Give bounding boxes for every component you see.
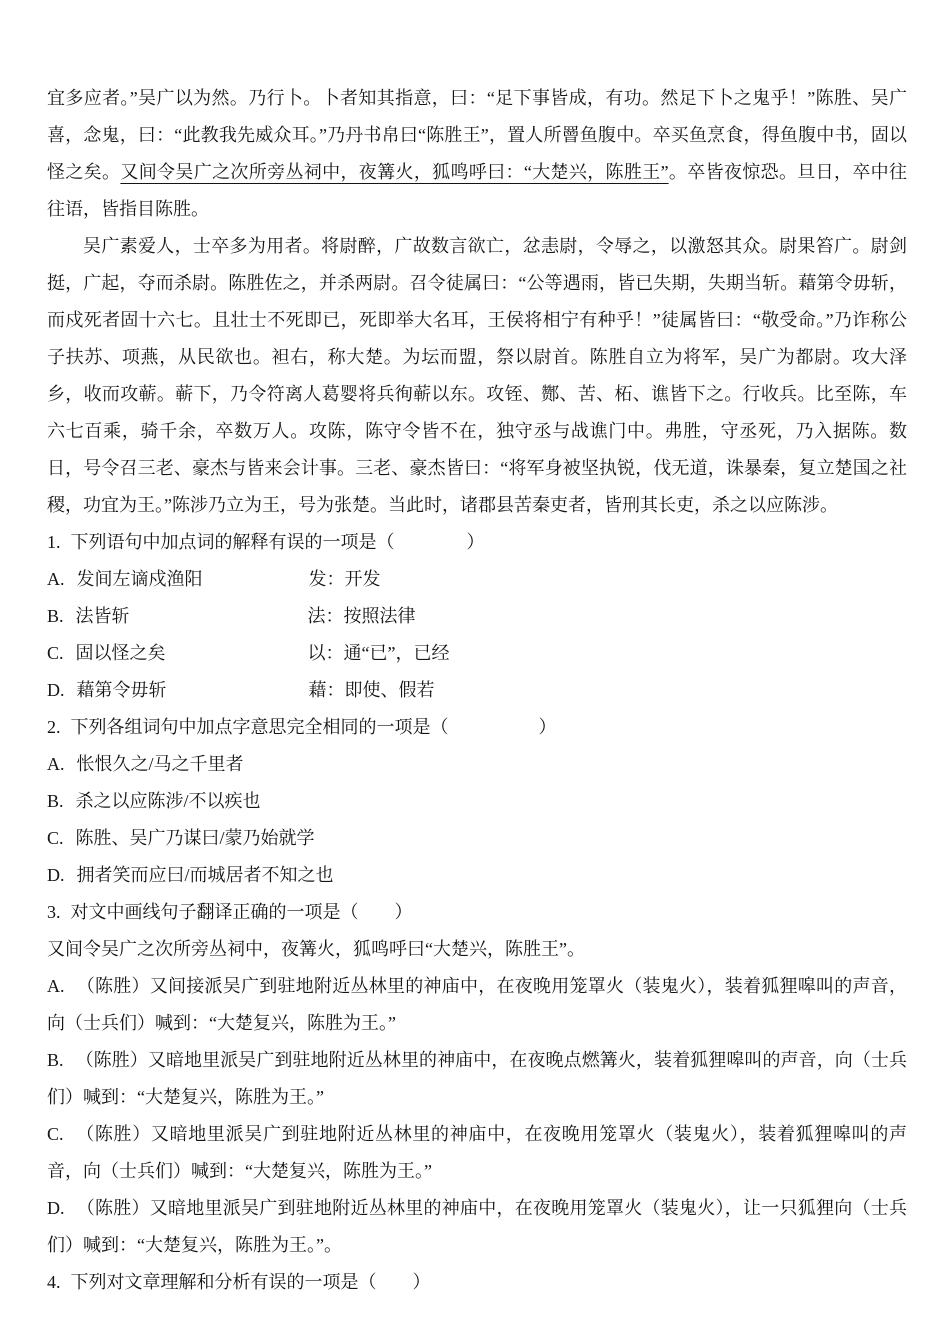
q2-option-a-emph1: 之 (130, 754, 149, 774)
q2-option-a-mid: /马 (148, 754, 172, 774)
q2-option-b (47, 783, 907, 820)
q3-option-d-label: D. (47, 1198, 65, 1218)
q2-option-a-pre: 怅恨久 (76, 754, 131, 774)
q2-option-b-emph1: 以 (111, 791, 130, 811)
q3-option-a-label: A. (47, 976, 65, 996)
q2-option-d-emph2: 而 (189, 865, 208, 885)
q2-option-d-emph1: 而 (130, 865, 149, 885)
q1-stem-text-end: 的一项是（ ） (304, 532, 485, 552)
q2-option-c-pre: 陈胜、吴广 (75, 828, 166, 848)
q1-option-b-gloss: 法：按照法律 (307, 606, 416, 626)
q3-option-c-text: （陈胜）又暗地里派吴广到驻地附近丛林里的神庙中，在夜晚用笼罩火（装鬼火），装着狐狸嗥叫的声音，向（士兵们）喊到：“大楚复兴，陈胜为王。” (47, 1124, 907, 1181)
q3-number: 3. (47, 902, 61, 922)
q1-option-d-gloss: 藉：即使、假若 (308, 680, 435, 700)
q1-option-c-phrase-pre: 固 (75, 643, 94, 663)
q1-option-d (47, 672, 907, 709)
q2-option-d (47, 857, 907, 894)
q2-option-d-post: 城居者不知之也 (207, 865, 334, 885)
q1-option-c-phrase-post: 怪之矣 (111, 643, 166, 663)
passage-text-after-underline: 。卒皆夜惊恐。旦日，卒中往往语，皆指目陈胜。 (47, 162, 908, 219)
q2-option-c-label: C. (47, 828, 64, 848)
q2-option-b-pre: 杀之 (75, 791, 112, 811)
q2-option-d-text (77, 865, 334, 885)
q3-stem-emphasis: 正确 (232, 902, 269, 922)
q2-option-a (47, 746, 907, 783)
q2-stem-text: 下列各组词句中加点字意思完全 (70, 717, 323, 737)
q4-number: 4. (47, 1272, 61, 1292)
q2-number: 2. (47, 717, 61, 737)
q1-option-b-phrase (76, 598, 308, 635)
q4-stem-emphasis: 有误 (250, 1272, 287, 1292)
q3-option-c (47, 1116, 907, 1190)
q3-option-b (47, 1042, 907, 1116)
passage-text: 吴广素爱人，士卒多为用者。将尉醉，广故数言欲亡，忿恚尉，令辱之，以激怒其众。尉果笞广。尉剑挺，广起，夺而杀尉。陈胜佐之，并杀两尉。召令徒属曰：“公等遇雨，皆已失期，失期当斩。藉第令毋斩，而戍死者固十六七。且壮士不死即已，死即举大名耳，王侯将相宁有种乎！”徒属皆曰：“敬受命。”乃诈称公子扶苏、项燕，从民欲也。袒右，称大楚。为坛而盟，祭以尉首。陈胜自立为将军，吴广为都尉。攻大泽乡，收而攻蕲。蕲下，乃令符离人葛婴将兵徇蕲以东。攻铚、酂、苦、柘、谯皆下之。行收兵。比至陈，车六七百乘，骑千余，卒数万人。攻陈，陈守令皆不在，独守丞与战谯门中。弗胜，守丞死，乃入据陈。数日，号令召三老、豪杰与皆来会计事。三老、豪杰皆曰：“将军身被坚执锐，伐无道，诛暴秦，复立楚国之社稷，功宜为王。”陈涉乃立为王，号为张楚。当此时，诸郡县苦秦吏者，皆刑其长吏，杀之以应陈涉。 (47, 236, 907, 515)
q3-option-a-text: （陈胜）又间接派吴广到驻地附近丛林里的神庙中，在夜晚用笼罩火（装鬼火），装着狐狸嗥叫的声音，向（士兵们）喊到：“大楚复兴，陈胜为王。” (47, 976, 907, 1033)
q1-option-c-label: C. (47, 643, 64, 663)
q4-stem-text-end: 的一项是（ ） (286, 1272, 431, 1292)
q3-option-a (47, 968, 907, 1042)
q1-option-a-phrase (77, 561, 309, 598)
q2-option-b-emph2: 以 (206, 791, 225, 811)
q2-option-d-mid: 应曰/ (148, 865, 190, 885)
q2-option-a-post: 千里者 (189, 754, 244, 774)
q2-option-a-emph2: 之 (171, 754, 190, 774)
q2-option-c (47, 820, 907, 857)
q3-quoted-sentence (47, 931, 907, 968)
q1-option-b-phrase-pre: 法皆斩 (75, 606, 130, 626)
q3-stem-text-end: 的一项是（ ） (268, 902, 413, 922)
q1-option-a-gloss: 发：开发 (308, 569, 381, 589)
q1-option-d-phrase-pre: 藉第令毋斩 (76, 680, 167, 700)
q3-stem-text: 对文中画线句子翻译 (70, 902, 233, 922)
q2-option-b-mid: 应陈涉/不 (129, 791, 207, 811)
q3-option-b-label: B. (47, 1050, 64, 1070)
q1-number: 1. (47, 532, 61, 552)
q1-option-c-phrase (76, 635, 308, 672)
q3-option-b-text: （陈胜）又暗地里派吴广到驻地附近丛林里的神庙中，在夜晚点燃篝火，装着狐狸嗥叫的声音，向（士兵们）喊到：“大楚复兴，陈胜为王。” (47, 1050, 907, 1107)
q2-option-c-post: 始就学 (260, 828, 315, 848)
q2-option-d-pre: 拥者笑 (76, 865, 131, 885)
q3-quote-text: 又间令吴广之次所旁丛祠中，夜篝火，狐鸣呼曰“大楚兴，陈胜王”。 (47, 939, 585, 959)
q2-option-b-post: 疾也 (224, 791, 261, 811)
q1-option-d-label: D. (47, 680, 65, 700)
q2-option-c-mid: 谋曰/蒙 (183, 828, 243, 848)
q1-option-b (47, 598, 907, 635)
q3-option-c-label: C. (47, 1124, 64, 1144)
q2-option-c-emph2: 乃 (242, 828, 261, 848)
q2-option-c-emph1: 乃 (165, 828, 184, 848)
q2-stem-emphasis: 相同 (322, 717, 359, 737)
q2-option-d-label: D. (47, 865, 65, 885)
q2-stem-text-end: 的一项是（ ） (358, 717, 557, 737)
q2-option-b-label: B. (47, 791, 64, 811)
q4-stem-text: 下列对文章理解和分析 (70, 1272, 251, 1292)
q1-stem-text: 下列语句中加点词的解释 (70, 532, 269, 552)
q1-option-c-phrase-emph: 以 (93, 643, 112, 663)
passage-paragraph-1 (47, 80, 907, 228)
q1-stem-emphasis: 有误 (268, 532, 305, 552)
q2-option-b-text (76, 791, 261, 811)
q1-option-c (47, 635, 907, 672)
q2-option-a-label: A. (47, 754, 65, 774)
q3-stem (47, 894, 907, 931)
q2-stem (47, 709, 907, 746)
q4-stem (47, 1264, 907, 1301)
q1-option-a-label: A. (47, 569, 65, 589)
q3-option-d-text: （陈胜）又暗地里派吴广到驻地附近丛林里的神庙中，在夜晚用笼罩火（装鬼火），让一只狐狸向（士兵们）喊到：“大楚复兴，陈胜为王。”。 (47, 1198, 907, 1255)
q1-stem (47, 524, 907, 561)
q2-option-a-text (77, 754, 244, 774)
q1-option-b-label: B. (47, 606, 64, 626)
q1-option-a (47, 561, 907, 598)
passage-paragraph-2 (47, 228, 907, 524)
q1-option-c-gloss: 以：通“已”，已经 (307, 643, 450, 663)
q3-option-d (47, 1190, 907, 1264)
passage-underlined-sentence: 又间令吴广之次所旁丛祠中，夜篝火，狐鸣呼曰：“大楚兴，陈胜王” (120, 162, 669, 182)
q1-option-a-phrase-pre: 发间左谪戍渔阳 (76, 569, 203, 589)
q1-option-d-phrase (77, 672, 309, 709)
q2-option-c-text (76, 828, 315, 848)
passage-text: 宜多应者。”吴广以为然。乃行卜。卜者知其指意，曰：“足下事皆成，有功。然足下卜之鬼乎！”陈胜、吴广喜，念鬼，曰：“此教我先威众耳。”乃丹书帛曰“陈胜王”，置人所罾鱼腹中。卒买鱼烹食，得鱼腹中书，固以怪之矣。 (47, 88, 907, 182)
